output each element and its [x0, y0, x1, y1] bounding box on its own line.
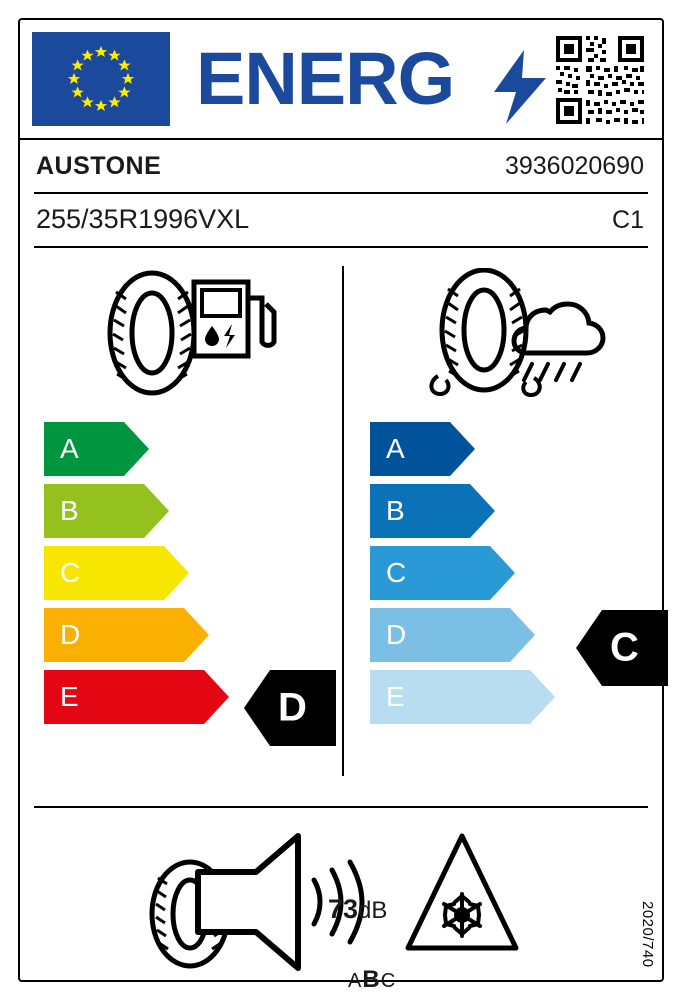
noise-class-b-selected: B	[362, 966, 381, 993]
grade-letter: A	[386, 433, 405, 464]
tyre-type-code: 3936020690	[504, 152, 644, 180]
snowflake-mountain-icon	[402, 830, 522, 960]
fuel-grade-a	[44, 422, 149, 476]
grade-letter: C	[60, 557, 81, 588]
noise-value	[328, 894, 387, 925]
divider-size	[34, 246, 648, 248]
grade-row	[360, 546, 660, 604]
divider-bottom	[34, 806, 648, 808]
bottom-area	[20, 810, 662, 993]
brand-row	[20, 140, 662, 192]
grade-letter: C	[386, 557, 407, 588]
grade-row	[34, 608, 334, 666]
fuel-grade-d	[44, 608, 209, 662]
wet-grade-d	[370, 608, 535, 662]
tyre-loudspeaker-icon	[138, 828, 397, 993]
energy-label-card	[18, 18, 664, 993]
grade-row	[360, 484, 660, 542]
grade-letter: B	[60, 495, 79, 526]
grade-letter: A	[60, 433, 79, 464]
noise-db-unit: dB	[358, 897, 388, 924]
grade-row	[34, 546, 334, 604]
noise-class-row	[348, 966, 396, 994]
grade-row	[34, 422, 334, 480]
wet-grade-c	[370, 546, 515, 600]
label-header	[20, 20, 662, 138]
grade-letter: D	[60, 619, 81, 650]
grading-area	[20, 250, 662, 802]
lightning-bolt-icon	[492, 50, 548, 129]
fuel-grade-c	[44, 546, 189, 600]
tyre-rain-cloud-icon	[412, 268, 622, 408]
grade-letter: B	[386, 495, 405, 526]
qr-code-icon	[554, 34, 646, 126]
eu-flag-icon	[32, 32, 170, 126]
fuel-grade-e	[44, 670, 229, 724]
fuel-efficiency-result	[244, 670, 336, 746]
noise-class-a: A	[348, 970, 363, 992]
grade-row	[34, 484, 334, 542]
noise-db-number: 73	[328, 894, 359, 924]
grade-letter: E	[386, 681, 405, 712]
page-title: ENERG	[196, 37, 455, 120]
fuel-grade-b	[44, 484, 169, 538]
wet-grade-b	[370, 484, 495, 538]
supplier-name: AUSTONE	[36, 152, 162, 180]
regulation-reference: 2020/740	[639, 901, 656, 968]
result-letter: C	[610, 625, 639, 670]
wet-grip-result	[576, 610, 668, 686]
grade-letter: E	[60, 681, 79, 712]
size-row	[20, 194, 662, 246]
tyre-size: 255/35R1996VXL	[36, 204, 250, 234]
grade-letter: D	[386, 619, 407, 650]
wet-grade-e	[370, 670, 555, 724]
noise-class-c: C	[380, 970, 397, 992]
tyre-fuel-pump-icon	[90, 268, 280, 408]
wet-grade-a	[370, 422, 475, 476]
grade-row	[360, 422, 660, 480]
result-letter: D	[278, 685, 307, 730]
vertical-divider	[342, 266, 344, 776]
tyre-class: C1	[612, 206, 644, 234]
